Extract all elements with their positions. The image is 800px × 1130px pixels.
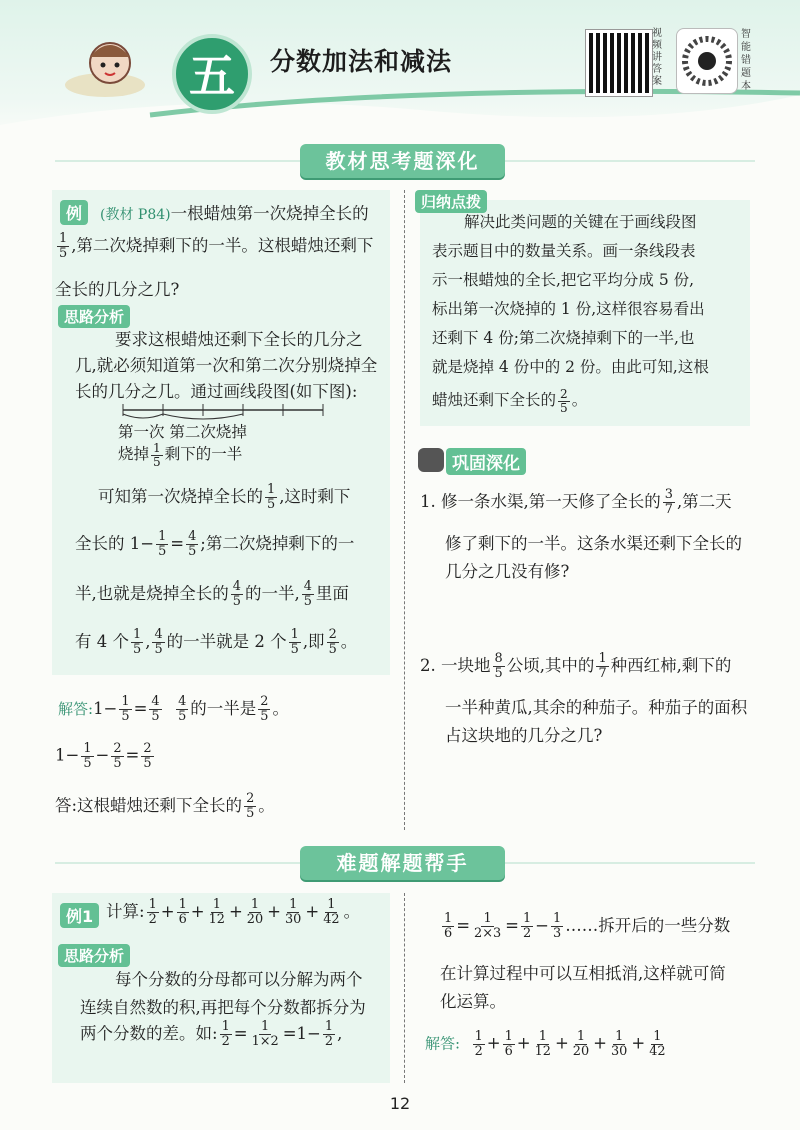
q2-line2: 一半种黄瓜,其余的种茄子。种茄子的面积 [445,698,748,717]
summary-last: 蜡烛还剩下全长的 [432,391,557,409]
fraction-2-5-c: $\frac{2}{5}$ [113,741,122,771]
analysis-line1: 要求这根蜡烛还剩下全长的几分之 [115,330,363,349]
example-text2: ,第二次烧掉剩下的一半。这根蜡烛还剩下 [71,236,374,255]
example-text: 一根蜡烛第一次烧掉全长的 [170,204,369,223]
fraction-1-6-b: $\frac{1}{6}$ [444,911,453,941]
calc-text3c: 里面 [315,584,349,603]
fraction-1-6-c: $\frac{1}{6}$ [504,1029,513,1059]
calc-text3a: 半,也就是烧掉全长的 [75,584,229,603]
answer-text1: 的一半是 [190,699,257,718]
q1-line3: 几分之几没有修? [445,562,570,581]
fraction-1-2x3: $\frac{1}{2\times 3}$ [474,911,502,941]
calc-text4c: ,即 [302,632,325,651]
example-line1 [100,200,369,224]
robot-icon [418,448,444,472]
example-tag: 例 [60,200,88,225]
column-divider [404,190,406,830]
fraction-1-20: $\frac{1}{20}$ [246,897,264,927]
fraction-1-2: $\frac{1}{2}$ [148,897,157,927]
calc-text2a: 全长的 1− [75,534,155,553]
q2-number: 2. [420,656,436,675]
page-number: 12 [389,1094,411,1113]
section2-banner: 难题解题帮手 [300,846,505,880]
fraction-2-5-e: $\frac{2}{5}$ [246,791,255,821]
segment-label1: 第一次 第二次烧掉 [118,423,247,441]
fraction-1-12: $\frac{1}{12}$ [208,897,225,927]
fraction-2-5-b: $\frac{2}{5}$ [260,694,269,724]
fraction-1-42-b: $\frac{1}{42}$ [649,1029,666,1059]
q2-text1a: 一块地 [441,656,491,675]
fraction-1-2-c: $\frac{1}{2}$ [324,1019,334,1049]
q1-line1 [420,488,732,517]
summary-line: 还剩下 4 份;第二次烧掉剩下的一半,也 [432,329,695,347]
analysis2-line1: 每个分数的分母都可以分解为两个 [115,970,363,989]
analysis-line2: 几,就必须知道第一次和第二次分别烧掉全 [75,356,378,375]
fraction-4-5-b: $\frac{4}{5}$ [232,579,241,609]
fraction-1-1x2: $\frac{1}{1\times 2}$ [251,1019,279,1049]
fraction-1-5-b: $\frac{1}{5}$ [153,441,161,469]
fraction-1-42: $\frac{1}{42}$ [323,897,340,927]
example-source: (教材 P84) [100,207,171,223]
summary-line: 就是烧掉 4 份中的 2 份。由此可知,这根 [432,358,709,376]
summary-line: 示一根蜡烛的全长,把它平均分成 5 份, [432,271,695,289]
smart-logo-icon[interactable] [676,28,738,94]
fraction-1-30-b: $\frac{1}{30}$ [611,1029,628,1059]
summary-text [432,208,752,415]
fraction-1-5-f: $\frac{1}{5}$ [290,627,299,657]
q2-line3: 占这块地的几分之几? [445,726,603,745]
fraction-1-12-b: $\frac{1}{12}$ [534,1029,551,1059]
example1-expression: 计算: $\frac{1}{2}$ + $\frac{1}{6}$ + $\frac{1}{12}$ + $\frac{1}{20}$ + $\frac{1}{30}$ + $\frac{1}{42}$ 。 [106,897,361,927]
calc-line3 [75,580,349,609]
analysis2-tag: 思路分析 [58,944,130,967]
chapter-title: 分数加法和减法 [270,47,453,76]
seg-half: 剩下的一半 [164,445,243,464]
example-line2 [55,232,373,261]
fraction-4-5-c: $\frac{4}{5}$ [303,579,312,609]
section1-banner: 教材思考题深化 [300,144,505,178]
logo-label: 智能错题本 [741,29,751,92]
calc-line1 [98,483,350,512]
fraction-1-20-b: $\frac{1}{20}$ [572,1029,590,1059]
example1-text: 计算: [106,902,145,921]
fraction-4-5: $\frac{4}{5}$ [188,529,197,559]
q1-line2: 修了剩下的一半。这条水渠还剩下全长的 [445,534,742,553]
fraction-1-2-b: $\frac{1}{2}$ [221,1019,230,1049]
fraction-4-5-f: $\frac{4}{5}$ [178,694,187,724]
qr-code-icon[interactable] [586,30,652,96]
analysis2-text3: 两个分数的差。如: [80,1024,218,1043]
answer-line2: 1− $\frac{1}{5}$ − $\frac{2}{5}$ = $\frac{2}{5}$ [55,741,152,771]
fraction-4-5-e: $\frac{4}{5}$ [151,694,160,724]
fraction-1-3: $\frac{1}{3}$ [553,911,562,941]
fraction-1-2-d: $\frac{1}{2}$ [522,911,532,941]
fraction-3-7: $\frac{3}{7}$ [664,487,673,517]
fraction-1-30: $\frac{1}{30}$ [285,897,302,927]
chapter-char: 五 [189,49,235,103]
calc-line2: 全长的 1− $\frac{1}{5}$ = $\frac{4}{5}$ ;第二次烧掉剩下的一 [75,529,355,559]
consolidate-tag: 巩固深化 [446,448,526,475]
q2-line1 [420,652,731,681]
fraction-1-5-d: $\frac{1}{5}$ [158,529,167,559]
calc-text1b: ,这时剩下 [279,487,351,506]
segment-diagram [118,398,328,420]
qr-label: 视频讲答案 [652,28,662,87]
fraction-4-5-d: $\frac{4}{5}$ [154,627,163,657]
fraction-1-2-e: $\frac{1}{2}$ [474,1029,483,1059]
answer2-line: 解答: $\frac{1}{2}$ + $\frac{1}{6}$ + $\frac{1}{12}$ + $\frac{1}{20}$ + $\frac{1}{30}$ + $\frac{1}{42}$ [425,1029,666,1059]
q1-text1a: 修一条水渠,第一天修了全长的 [441,492,661,511]
q1-number: 1. [420,492,436,511]
calc-text4a: 有 4 个 [75,632,129,651]
analysis-line3: 长的几分之几。通过画线段图(如下图): [75,382,358,401]
fraction-1-5-e: $\frac{1}{5}$ [133,627,142,657]
section2-divider [404,893,406,1083]
mascot-icon [60,25,150,105]
answer-final: 答:这根蜡烛还剩下全长的 $\frac{2}{5}$ 。 [55,791,275,821]
fraction-1-6: $\frac{1}{6}$ [178,897,187,927]
calc-text3b: 的一半, [244,584,300,603]
fraction-1-5-g: $\frac{1}{5}$ [121,694,130,724]
answer-final-text: 答:这根蜡烛还剩下全长的 [55,796,243,815]
summary-line: 标出第一次烧掉的 1 份,这样很容易看出 [432,300,705,318]
right2-line2: 在计算过程中可以互相抵消,这样就可简 [440,964,726,983]
analysis-tag: 思路分析 [58,305,130,328]
fraction-1-5-h: $\frac{1}{5}$ [83,741,92,771]
fraction-2-5-d: $\frac{2}{5}$ [143,741,152,771]
example1-tag: 例1 [60,903,99,928]
fraction-1-5: $\frac{1}{5}$ [59,231,68,261]
right2-text1b: ……拆开后的一些分数 [565,916,731,935]
fraction-1-7: $\frac{1}{7}$ [598,651,607,681]
summary-tag: 归纳点拨 [415,190,487,213]
summary-line: 解决此类问题的关键在于画线段图 [464,213,697,231]
calc-text2b: ;第二次烧掉剩下的一 [200,534,355,553]
answer-label: 解答: [58,700,94,718]
answer-line1: 解答:1− $\frac{1}{5}$ = $\frac{4}{5}$ $\frac{4}{5}$ 的一半是 $\frac{2}{5}$ 。 [58,694,289,724]
q2-text1b: 公顷,其中的 [506,656,595,675]
answer2-label: 解答: [425,1034,461,1053]
analysis2-line3: 两个分数的差。如: $\frac{1}{2}$ = $\frac{1}{1\times 2}$ =1− $\frac{1}{2}$ , [80,1019,343,1049]
fraction-2-5-f: $\frac{2}{5}$ [560,386,568,415]
fraction-2-5: $\frac{2}{5}$ [328,627,337,657]
seg-burn: 烧掉 [118,445,150,464]
calc-text4b: 的一半就是 2 个 [166,632,287,651]
analysis2-line2: 连续自然数的积,再把每个分数都拆分为 [80,998,366,1017]
fraction-1-5-c: $\frac{1}{5}$ [267,482,276,512]
segment-label2 [118,442,242,468]
q1-text1b: ,第二天 [676,492,732,511]
calc-line4: 有 4 个 $\frac{1}{5}$ , $\frac{4}{5}$ 的一半就是 2 个 $\frac{1}{5}$ ,即 $\frac{2}{5}$ 。 [75,627,358,657]
right2-line1: $\frac{1}{6}$ = $\frac{1}{2\times 3}$ = $\frac{1}{2}$ − $\frac{1}{3}$ ……拆开后的一些分数 [444,911,731,941]
example-line3: 全长的几分之几? [55,280,180,299]
summary-line: 表示题目中的数量关系。画一条线段表 [432,242,696,260]
fraction-8-5: $\frac{8}{5}$ [494,651,503,681]
summary-last-line: 蜡烛还剩下全长的 $\frac{2}{5}$ 。 [432,386,588,415]
calc-text1a: 可知第一次烧掉全长的 [98,487,263,506]
q2-text1c: 种西红柿,剩下的 [610,656,732,675]
right2-line3: 化运算。 [440,992,506,1011]
